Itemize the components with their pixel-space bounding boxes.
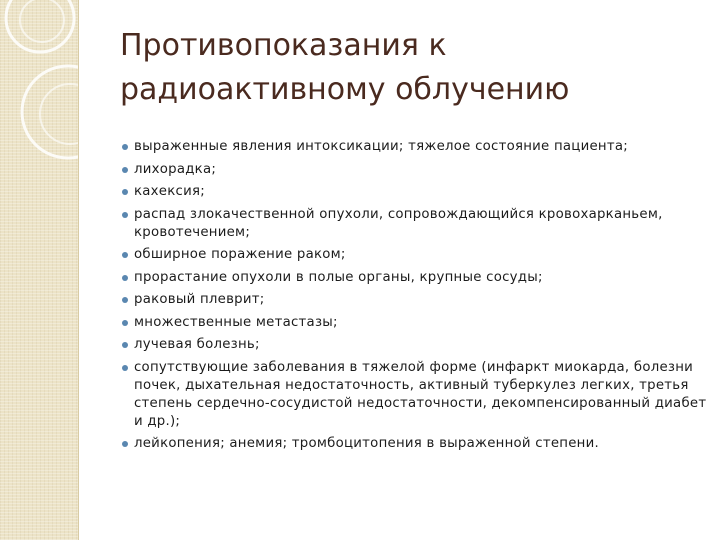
- list-item: кахексия;: [122, 183, 707, 201]
- slide-title: [120, 24, 700, 112]
- bullet-icon: [122, 212, 128, 218]
- list-item: множественные метастазы;: [122, 314, 707, 332]
- bullet-icon: [122, 275, 128, 281]
- list-item: лейкопения; анемия; тромбоцитопения в выраженной степени.: [122, 435, 707, 453]
- bullet-icon: [122, 320, 128, 326]
- list-item: лихорадка;: [122, 161, 707, 179]
- bullet-icon: [122, 342, 128, 348]
- list-item: распад злокачественной опухоли, сопровождающийся кровохарканьем, кровотечением;: [122, 206, 707, 242]
- bullet-icon: [122, 189, 128, 195]
- list-item: раковый плеврит;: [122, 291, 707, 309]
- bullet-icon: [122, 441, 128, 447]
- decorative-sidebar: [0, 0, 78, 540]
- slide-title-line-2: радиоактивному облучению: [120, 72, 570, 107]
- contraindications-list: [122, 138, 707, 458]
- list-item: лучевая болезнь;: [122, 336, 707, 354]
- decorative-circles: [0, 0, 78, 540]
- slide-title-line-1: Противопоказания к: [120, 28, 447, 63]
- bullet-icon: [122, 365, 128, 371]
- list-item: обширное поражение раком;: [122, 246, 707, 264]
- bullet-icon: [122, 252, 128, 258]
- sidebar-divider: [78, 0, 79, 540]
- list-item: прорастание опухоли в полые органы, крупные сосуды;: [122, 269, 707, 287]
- list-item: выраженные явления интоксикации; тяжелое состояние пациента;: [122, 138, 707, 156]
- bullet-icon: [122, 297, 128, 303]
- list-item: сопутствующие заболевания в тяжелой форме (инфаркт миокарда, болезни почек, дыхательная недостаточность, активный туберкулез легких, третья степень сердечно-сосудистой недостаточности, декомпенсированный диабет и др.);: [122, 359, 707, 431]
- bullet-icon: [122, 167, 128, 173]
- bullet-icon: [122, 144, 128, 150]
